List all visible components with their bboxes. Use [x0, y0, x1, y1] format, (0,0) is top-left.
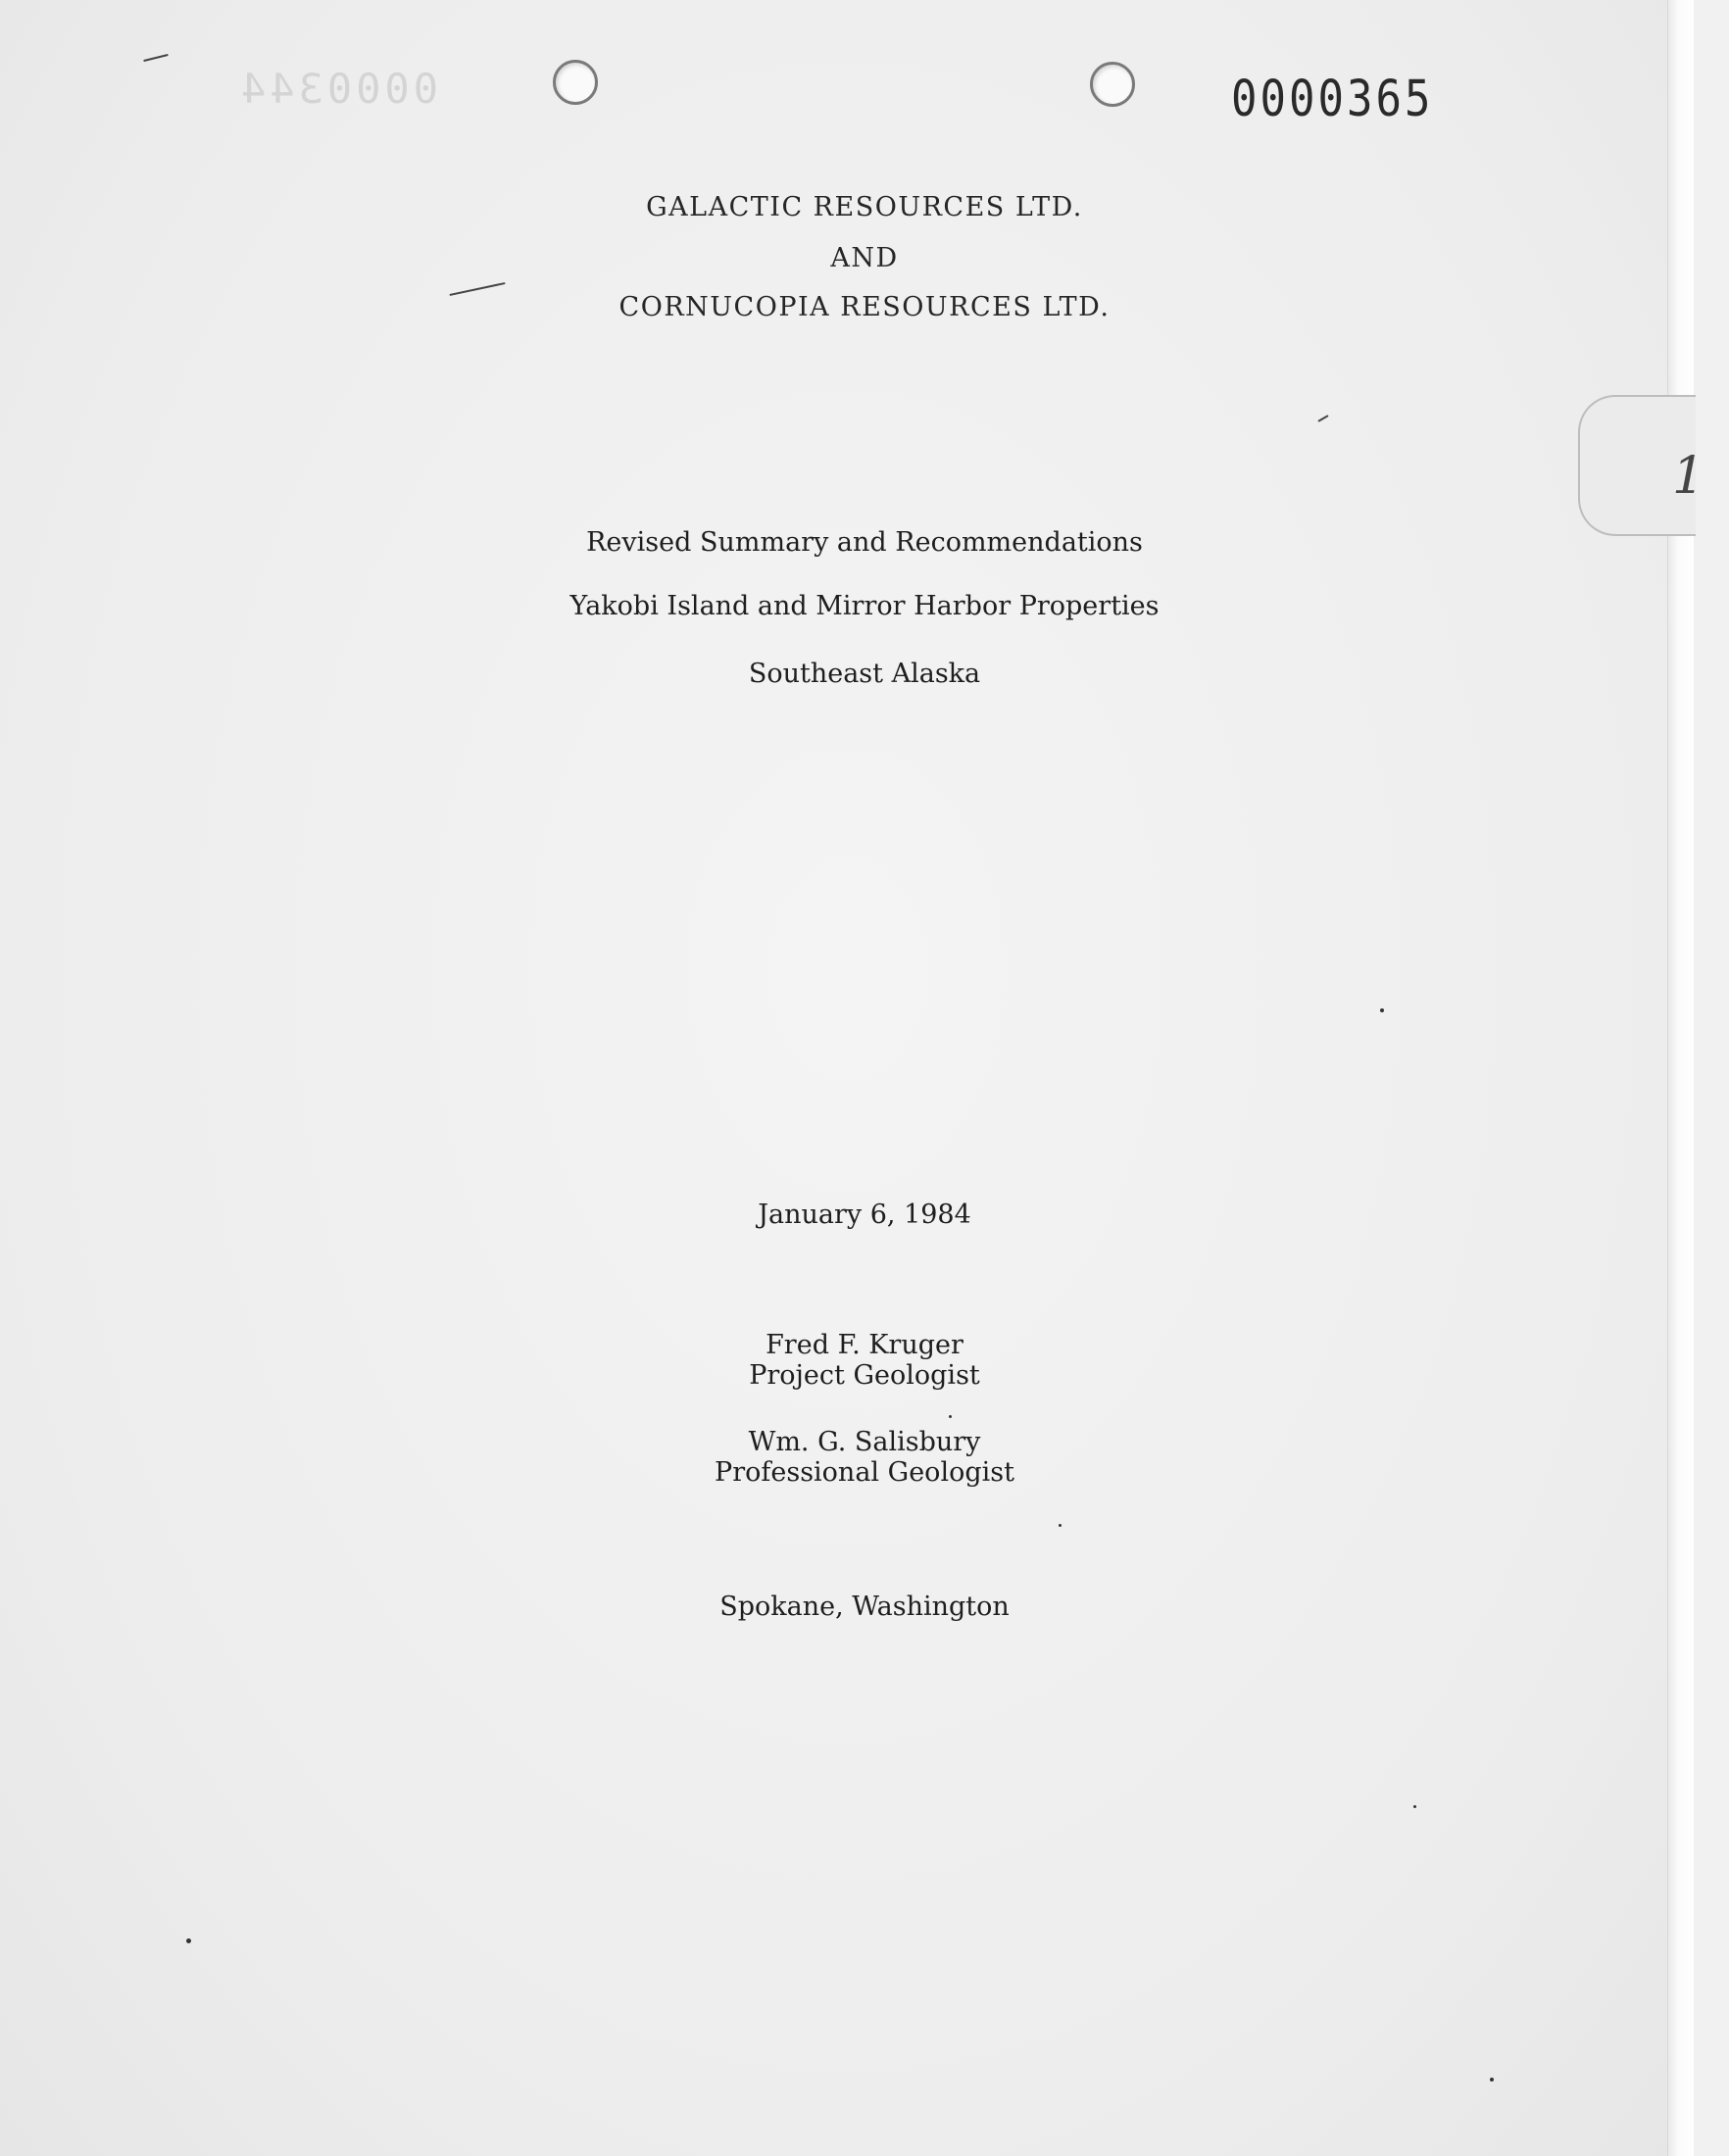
- report-location: Spokane, Washington: [719, 1592, 1010, 1622]
- company-conjunction: AND: [830, 243, 899, 273]
- scan-speck: [1490, 2078, 1494, 2082]
- report-title-line-3: Southeast Alaska: [748, 659, 981, 689]
- scan-speck: [1413, 1805, 1416, 1808]
- report-date: January 6, 1984: [758, 1200, 971, 1230]
- report-title-line-1: Revised Summary and Recommendations: [586, 527, 1143, 558]
- document-number-stamp: 0000365: [1231, 71, 1434, 128]
- scan-mark: [1317, 415, 1328, 422]
- scan-mark: [143, 54, 169, 62]
- scan-speck: [186, 1938, 191, 1943]
- author-2-title: Professional Geologist: [715, 1457, 1014, 1488]
- scan-speck: [949, 1415, 952, 1418]
- faded-bleedthrough-number: 0000344: [237, 65, 439, 113]
- punch-hole-right: [1090, 62, 1135, 107]
- company-name-1: GALACTIC RESOURCES LTD.: [646, 192, 1083, 222]
- author-1-title: Project Geologist: [749, 1360, 980, 1391]
- scan-speck: [1059, 1524, 1062, 1527]
- punch-hole-left: [553, 60, 598, 105]
- page-edge: [1667, 0, 1694, 2156]
- report-title-line-2: Yakobi Island and Mirror Harbor Properties: [569, 591, 1160, 621]
- scan-speck: [1380, 1008, 1384, 1012]
- author-1-name: Fred F. Kruger: [766, 1330, 963, 1360]
- author-2-name: Wm. G. Salisbury: [748, 1427, 981, 1457]
- company-name-2: CORNUCOPIA RESOURCES LTD.: [618, 292, 1111, 322]
- index-tab-mark: 1: [1672, 447, 1705, 506]
